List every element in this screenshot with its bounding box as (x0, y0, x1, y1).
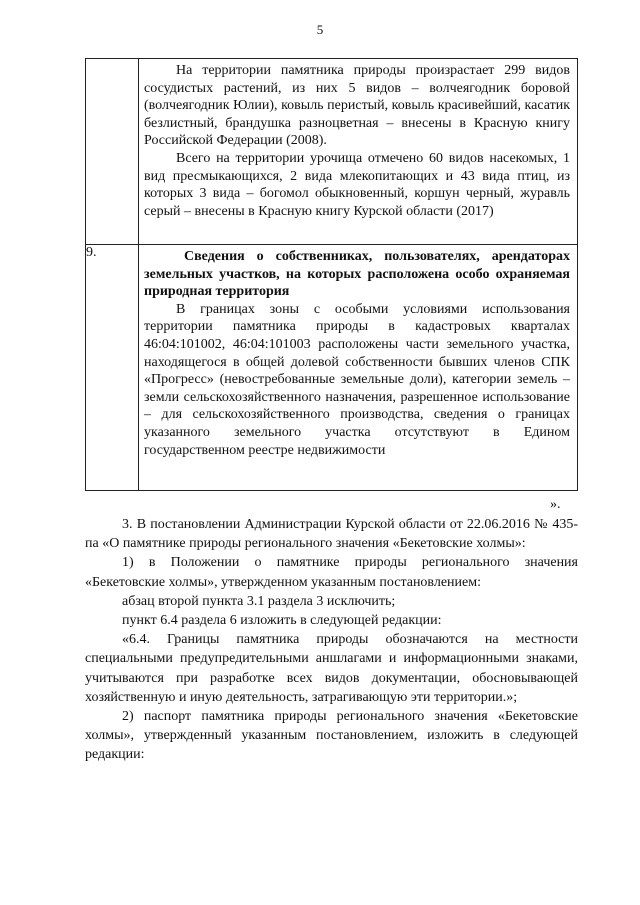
flora-paragraph: На территории памятника природы произрастает 299 видов сосудистых растений, из них 5 видов – волчеягодник боровой (волчеягодник Юлии), ковыль перистый, ковыль красивейший, касатик безлистный, брандушка разноцветная – внесены в Красную книгу Российской Федерации (2008). (144, 63, 570, 149)
body-paragraph: 1) в Положении о памятнике природы регионального значения «Бекетовские холмы», утвержденном указанным постановлением: (85, 555, 578, 590)
body-paragraph: «6.4. Границы памятника природы обозначаются на местности специальными предупредительными аншлагами и информационными знаками, учитываются при разработке всех видов документации, обосновывающей хозяйственную и иную деятельность, затрагивающую эти территории.»; (85, 632, 578, 705)
flora-fauna-cell (139, 59, 578, 245)
body-paragraph: 3. В постановлении Администрации Курской области от 22.06.2016 № 435-па «О памятнике природы регионального значения «Бекетовские холмы»: (85, 517, 578, 552)
row-number: 9. (86, 245, 139, 491)
table-row (86, 59, 578, 245)
page-number: 5 (316, 22, 324, 37)
owners-paragraph: В границах зоны с особыми условиями использования территории памятника природы в кадастровых кварталах 46:04:101002, 46:04:101003 расположены части земельного участка, находящегося в общей долевой собственности бывших членов СПК «Прогресс» (невостребованные земельные доли), категории земель – земли сельскохозяйственного назначения, разрешенное использование – для сельскохозяйственного производства, сведения о границах указанного земельного участка отсутствуют в Едином государственном реестре недвижимости (144, 301, 570, 458)
row-number-cell (86, 59, 139, 245)
body-paragraph: 2) паспорт памятника природы регионального значения «Бекетовские холмы», утвержденный указанным постановлением, изложить в следующей редакции: (85, 709, 578, 763)
body-paragraph: абзац второй пункта 3.1 раздела 3 исключить; (122, 593, 396, 609)
body-paragraph: пункт 6.4 раздела 6 изложить в следующей редакции: (122, 613, 442, 629)
closing-quote: ». (550, 497, 561, 512)
passport-table (85, 58, 578, 491)
section-heading: Сведения о собственниках, пользователях, арендаторах земельных участков, на которых расположена особо охраняемая природная территория (144, 249, 570, 300)
fauna-paragraph: Всего на территории урочища отмечено 60 видов насекомых, 1 вид пресмыкающихся, 2 вида млекопитающих и 43 вида птиц, из которых 3 вида – богомол обыкновенный, коршун черный, журавль серый – внесены в Красную книгу Курской области (2017) (144, 150, 570, 219)
document-body (85, 515, 578, 765)
table-row (86, 245, 578, 491)
owners-cell (139, 245, 578, 491)
